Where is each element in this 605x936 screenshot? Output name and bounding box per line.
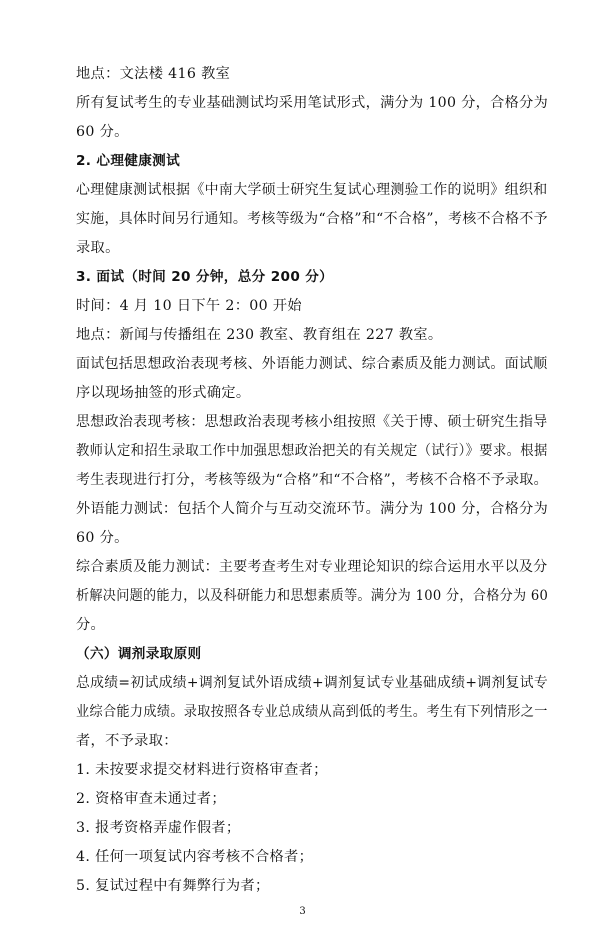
section-heading: （六）调剂录取原则 (76, 646, 202, 662)
text-line: 者，不予录取： (76, 733, 178, 749)
text-line: 序以现场抽签的形式确定。 (76, 385, 251, 401)
section-heading: 2. 心理健康测试 (76, 153, 181, 169)
text-line: 心理健康测试根据《中南大学硕士研究生复试心理测验工作的说明》组织和 (76, 182, 548, 198)
text-line: 外语能力测试：包括个人简介与互动交流环节。满分为 100 分，合格分为 (76, 501, 549, 517)
text-line: 业综合能力成绩。录取按照各专业总成绩从高到低的考生。考生有下列情形之一 (76, 704, 548, 720)
text-line: 面试包括思想政治表现考核、外语能力测试、综合素质及能力测试。面试顺 (76, 356, 548, 372)
text-line: 60 分。 (76, 124, 129, 140)
text-line: 教师认定和招生录取工作中加强思想政治把关的有关规定（试行）》要求。根据 (76, 443, 548, 459)
text-line: 60 分。 (76, 530, 129, 546)
list-item: 3. 报考资格弄虚作假者； (76, 820, 241, 836)
list-item: 2. 资格审查未通过者； (76, 791, 226, 807)
page-number: 3 (299, 906, 306, 917)
text-line: 录取。 (76, 240, 120, 256)
text-line: 综合素质及能力测试：主要考查考生对专业理论知识的综合运用水平以及分 (76, 559, 548, 575)
section-heading: 3. 面试（时间 20 分钟，总分 200 分） (76, 269, 334, 285)
text-line: 实施，具体时间另行通知。考核等级为“合格”和“不合格”，考核不合格不予 (76, 211, 548, 227)
list-item: 1. 未按要求提交材料进行资格审查者； (76, 762, 328, 778)
text-line: 思想政治表现考核：思想政治表现考核小组按照《关于博、硕士研究生指导 (76, 414, 548, 430)
location-line: 地点：新闻与传播组在 230 教室、教育组在 227 教室。 (76, 327, 443, 343)
text-line: 所有复试考生的专业基础测试均采用笔试形式，满分为 100 分，合格分为 (76, 95, 549, 111)
text-line: 析解决问题的能力，以及科研能力和思想素质等。满分为 100 分，合格分为 60 (76, 588, 549, 604)
text-line: 分。 (76, 617, 106, 633)
list-item: 5. 复试过程中有舞弊行为者； (76, 878, 270, 894)
text-line: 总成绩=初试成绩+调剂复试外语成绩+调剂复试专业基础成绩+调剂复试专 (76, 675, 548, 691)
list-item: 4. 任何一项复试内容考核不合格者； (76, 849, 314, 865)
location-line: 地点：文法楼 416 教室 (76, 66, 231, 82)
time-line: 时间：4 月 10 日下午 2：00 开始 (76, 298, 302, 314)
text-line: 考生表现进行打分，考核等级为“合格”和“不合格”，考核不合格不予录取。 (76, 472, 548, 488)
